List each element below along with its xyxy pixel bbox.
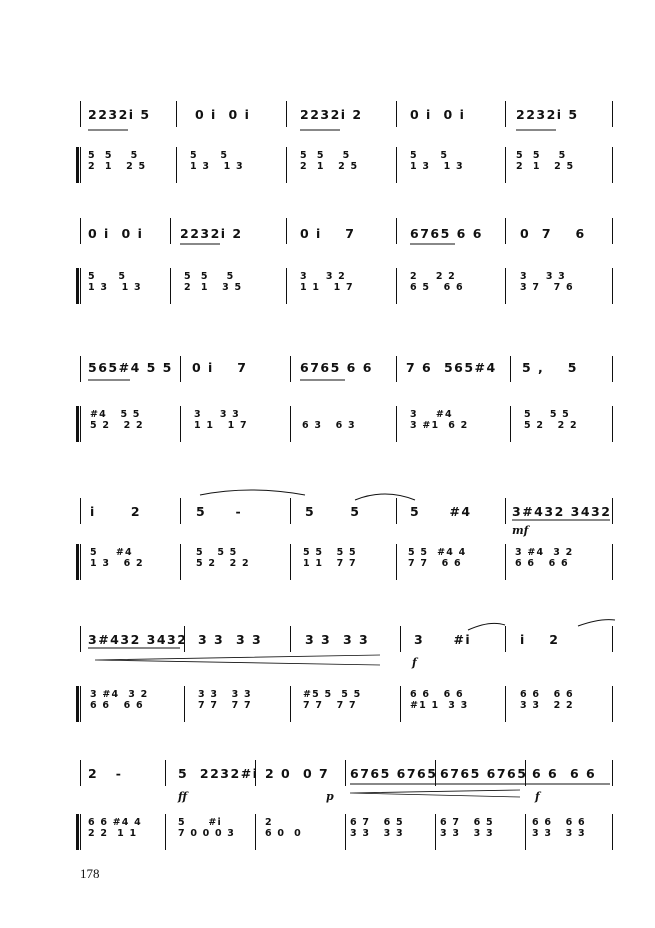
page-number: 178 — [80, 866, 100, 881]
melody-measure: 7 6 565#4 — [406, 360, 497, 375]
dynamic-marking: p — [326, 790, 334, 803]
accompaniment-top: 2 — [265, 817, 273, 828]
accompaniment-bottom: 7 0 0 0 3 — [178, 828, 236, 839]
accompaniment-top: 3 #4 3 2 — [90, 689, 149, 700]
accompaniment-bottom: 3 3 3 3 — [350, 828, 404, 839]
accompaniment-bottom: 2 2 1 1 — [88, 828, 138, 839]
melody-measure: 6765 6 6 — [410, 226, 483, 241]
accompaniment-top: 6 7 6 5 — [440, 817, 494, 828]
accompaniment-bottom: 3 7 7 6 — [520, 282, 574, 293]
accompaniment-top: 5 5 #4 4 — [408, 547, 467, 558]
accompaniment-bottom: 1 3 1 3 — [410, 161, 464, 172]
melody-measure: 2232i 5 — [516, 107, 579, 122]
accompaniment-bottom: 7 7 7 7 — [198, 700, 252, 711]
dynamic-marking: ff — [178, 790, 188, 803]
dynamic-marking: mf — [512, 524, 529, 537]
accompaniment-bottom: 2 1 2 5 — [516, 161, 575, 172]
accompaniment-bottom: 2 1 2 5 — [88, 161, 147, 172]
accompaniment-bottom: 1 1 1 7 — [300, 282, 354, 293]
melody-measure: 3#432 3432 — [512, 504, 612, 519]
accompaniment-bottom: 6 6 6 6 — [515, 558, 569, 569]
accompaniment-bottom: 1 3 6 2 — [90, 558, 144, 569]
melody-measure: 0 i 7 — [300, 226, 356, 241]
accompaniment-top: 5 5 — [190, 150, 229, 161]
melody-measure: 6765 6765 — [350, 766, 438, 781]
accompaniment-top: 6 7 6 5 — [350, 817, 404, 828]
accompaniment-bottom: 3 3 2 2 — [520, 700, 574, 711]
melody-measure: 2 0 0 7 — [265, 766, 330, 781]
accompaniment-top: 5 5 5 — [524, 409, 570, 420]
accompaniment-top: 3 #4 3 2 — [515, 547, 574, 558]
melody-measure: 3 #i — [414, 632, 472, 647]
accompaniment-bottom: 1 1 7 7 — [303, 558, 357, 569]
melody-measure: 3#432 3432 — [88, 632, 188, 647]
accompaniment-top: 5 5 5 — [300, 150, 351, 161]
melody-measure: 0 i 0 i — [195, 107, 251, 122]
accompaniment-top: 2 2 2 — [410, 271, 456, 282]
accompaniment-bottom: 5 2 2 2 — [524, 420, 578, 431]
melody-measure: 2232i 5 — [88, 107, 151, 122]
accompaniment-top: 3 #4 — [410, 409, 453, 420]
accompaniment-top: 5 5 — [410, 150, 449, 161]
melody-measure: 2232i 2 — [300, 107, 363, 122]
accompaniment-top: 6 6 #4 4 — [88, 817, 142, 828]
melody-measure: 0 i 0 i — [410, 107, 466, 122]
accompaniment-top: 3 3 3 — [194, 409, 240, 420]
melody-measure: 0 i 7 — [192, 360, 248, 375]
accompaniment-bottom: 6 3 6 3 — [302, 420, 356, 431]
melody-measure: 0 i 0 i — [88, 226, 144, 241]
accompaniment-bottom: #1 1 3 3 — [410, 700, 469, 711]
accompaniment-bottom: 7 7 6 6 — [408, 558, 462, 569]
accompaniment-top: 5 5 5 5 — [303, 547, 357, 558]
melody-measure: 5 - — [196, 504, 243, 519]
dynamic-marking: f — [412, 656, 417, 669]
accompaniment-top: 5 5 5 — [516, 150, 567, 161]
accompaniment-top: #4 5 5 — [90, 409, 141, 420]
melody-measure: 2232i 2 — [180, 226, 243, 241]
accompaniment-top: 6 6 6 6 — [532, 817, 586, 828]
accompaniment-top: 3 3 2 — [300, 271, 346, 282]
melody-measure: 2 - — [88, 766, 123, 781]
accompaniment-bottom: 3 3 3 3 — [532, 828, 586, 839]
melody-measure: i 2 — [90, 504, 142, 519]
accompaniment-bottom: 3 3 3 3 — [440, 828, 494, 839]
melody-measure: i 2 — [520, 632, 560, 647]
accompaniment-bottom: 6 5 6 6 — [410, 282, 464, 293]
melody-measure: 5 5 — [305, 504, 361, 519]
accompaniment-top: 5 5 5 — [88, 150, 139, 161]
accompaniment-bottom: 6 0 0 — [265, 828, 302, 839]
melody-measure: 6 6 6 6 — [532, 766, 597, 781]
melody-measure: 6765 6 6 — [300, 360, 373, 375]
accompaniment-top: 5 #i — [178, 817, 222, 828]
accompaniment-top: 5 5 5 — [184, 271, 235, 282]
accompaniment-bottom: 1 3 1 3 — [88, 282, 142, 293]
accompaniment-top: 3 3 3 3 — [198, 689, 252, 700]
melody-measure: 3 3 3 3 — [305, 632, 370, 647]
accompaniment-top: 5 #4 — [90, 547, 133, 558]
accompaniment-top: #5 5 5 5 — [303, 689, 362, 700]
melody-measure: 5 2232#i — [178, 766, 259, 781]
melody-measure: 0 7 6 — [520, 226, 586, 241]
accompaniment-top: 6 6 6 6 — [410, 689, 464, 700]
accompaniment-bottom: 1 3 1 3 — [190, 161, 244, 172]
accompaniment-bottom: 6 6 6 6 — [90, 700, 144, 711]
accompaniment-top: 5 5 5 — [196, 547, 238, 558]
accompaniment-top: 3 3 3 — [520, 271, 566, 282]
accompaniment-bottom: 5 2 2 2 — [196, 558, 250, 569]
accompaniment-bottom: 3 #1 6 2 — [410, 420, 469, 431]
dynamic-marking: f — [535, 790, 540, 803]
accompaniment-bottom: 5 2 2 2 — [90, 420, 144, 431]
melody-measure: 565#4 5 5 — [88, 360, 173, 375]
accompaniment-bottom: 2 1 3 5 — [184, 282, 243, 293]
accompaniment-bottom: 2 1 2 5 — [300, 161, 359, 172]
melody-measure: 6765 6765 — [440, 766, 528, 781]
melody-measure: 5 #4 — [410, 504, 472, 519]
melody-measure: 5 , 5 — [522, 360, 578, 375]
melody-measure: 3 3 3 3 — [198, 632, 263, 647]
accompaniment-top: 5 5 — [88, 271, 127, 282]
accompaniment-bottom: 7 7 7 7 — [303, 700, 357, 711]
accompaniment-top: 6 6 6 6 — [520, 689, 574, 700]
accompaniment-bottom: 1 1 1 7 — [194, 420, 248, 431]
